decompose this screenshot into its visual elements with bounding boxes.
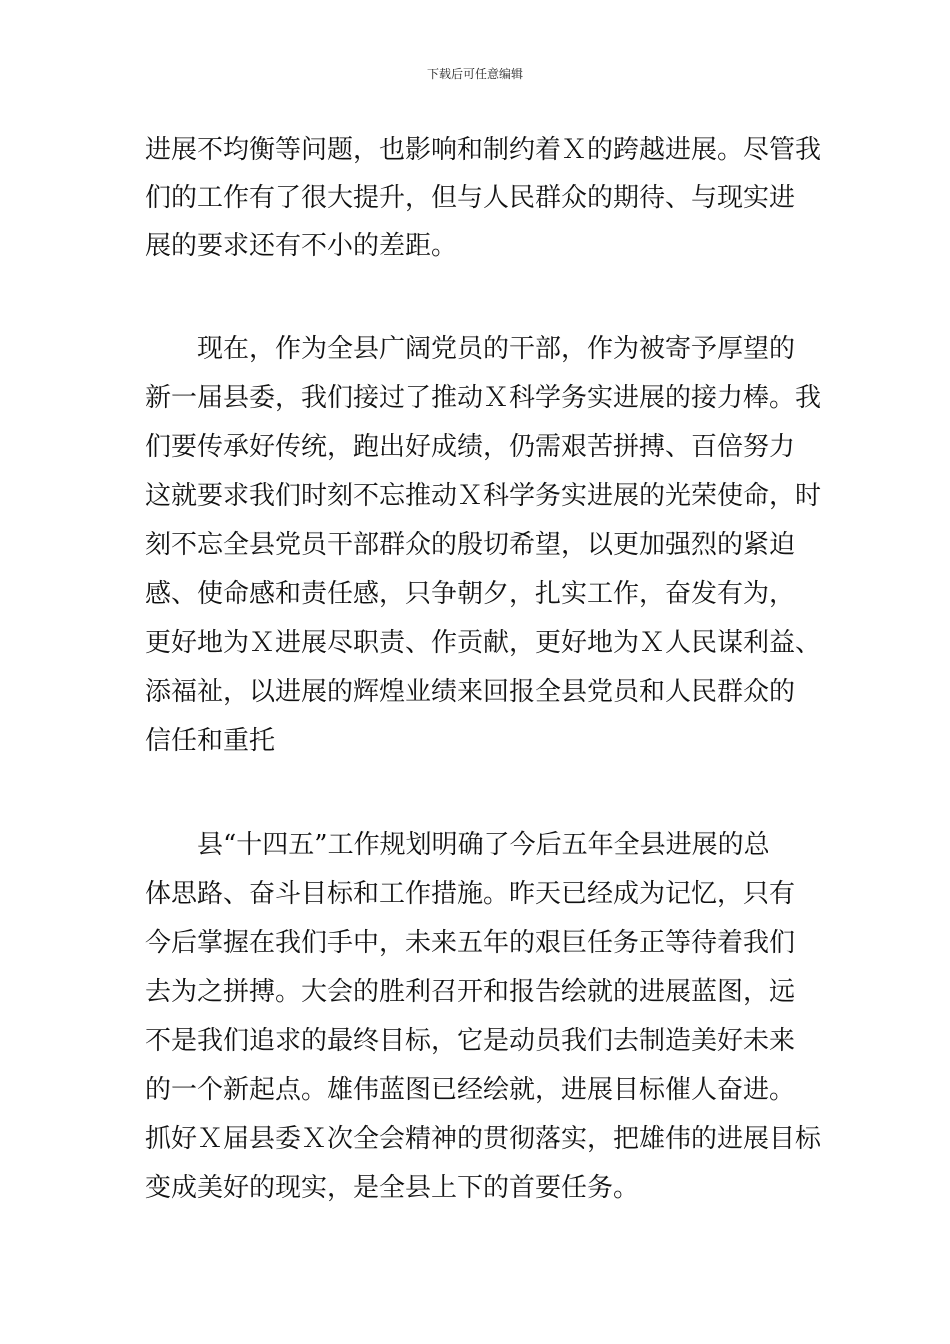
paragraph-2-line-5: 刻不忘全县党员干部群众的殷切希望，以更加强烈的紧迫 (145, 530, 796, 560)
paragraph-2-line-6: 感、使命感和责任感，只争朝夕，扎实工作，奋发有为， (145, 579, 796, 609)
paragraph-3-line-5: 不是我们追求的最终目标，它是动员我们去制造美好未来 (145, 1026, 796, 1056)
paragraph-1-line-2: 们的工作有了很大提升，但与人民群众的期待、与现实进 (145, 183, 796, 213)
header-note: 下载后可任意编辑 (426, 67, 523, 81)
paragraph-3-line-6: 的一个新起点。雄伟蓝图已经绘就，进展目标催人奋进。 (145, 1075, 796, 1105)
paragraph-2-line-4: 这就要求我们时刻不忘推动Ｘ科学务实进展的光荣使命，时 (145, 481, 822, 511)
paragraph-2-line-2: 新一届县委，我们接过了推动Ｘ科学务实进展的接力棒。我 (145, 383, 822, 413)
paragraph-3-line-2: 体思路、奋斗目标和工作措施。昨天已经成为记忆，只有 (145, 879, 796, 909)
paragraph-2-line-7: 更好地为Ｘ进展尽职责、作贡献，更好地为Ｘ人民谋利益、 (145, 628, 822, 658)
paragraph-3-line-7: 抓好Ｘ届县委Ｘ次全会精神的贯彻落实，把雄伟的进展目标 (145, 1124, 822, 1154)
paragraph-1-line-3: 展的要求还有不小的差距。 (145, 231, 458, 261)
paragraph-2-line-9: 信任和重托 (145, 726, 276, 756)
paragraph-2-line-1: 现在，作为全县广阔党员的干部，作为被寄予厚望的 (197, 334, 796, 364)
paragraph-2-line-3: 们要传承好传统，跑出好成绩，仍需艰苦拼搏、百倍努力 (145, 432, 796, 462)
paragraph-1-line-1: 进展不均衡等问题，也影响和制约着Ｘ的跨越进展。尽管我 (145, 135, 822, 165)
paragraph-3-line-8: 变成美好的现实，是全县上下的首要任务。 (145, 1173, 640, 1203)
paragraph-3-line-4: 去为之拼搏。大会的胜利召开和报告绘就的进展蓝图，远 (145, 977, 796, 1007)
paragraph-3-line-1: 县“十四五”工作规划明确了今后五年全县进展的总 (197, 830, 770, 860)
paragraph-3-line-3: 今后掌握在我们手中，未来五年的艰巨任务正等待着我们 (145, 928, 796, 958)
paragraph-2-line-8: 添福祉，以进展的辉煌业绩来回报全县党员和人民群众的 (145, 677, 796, 707)
